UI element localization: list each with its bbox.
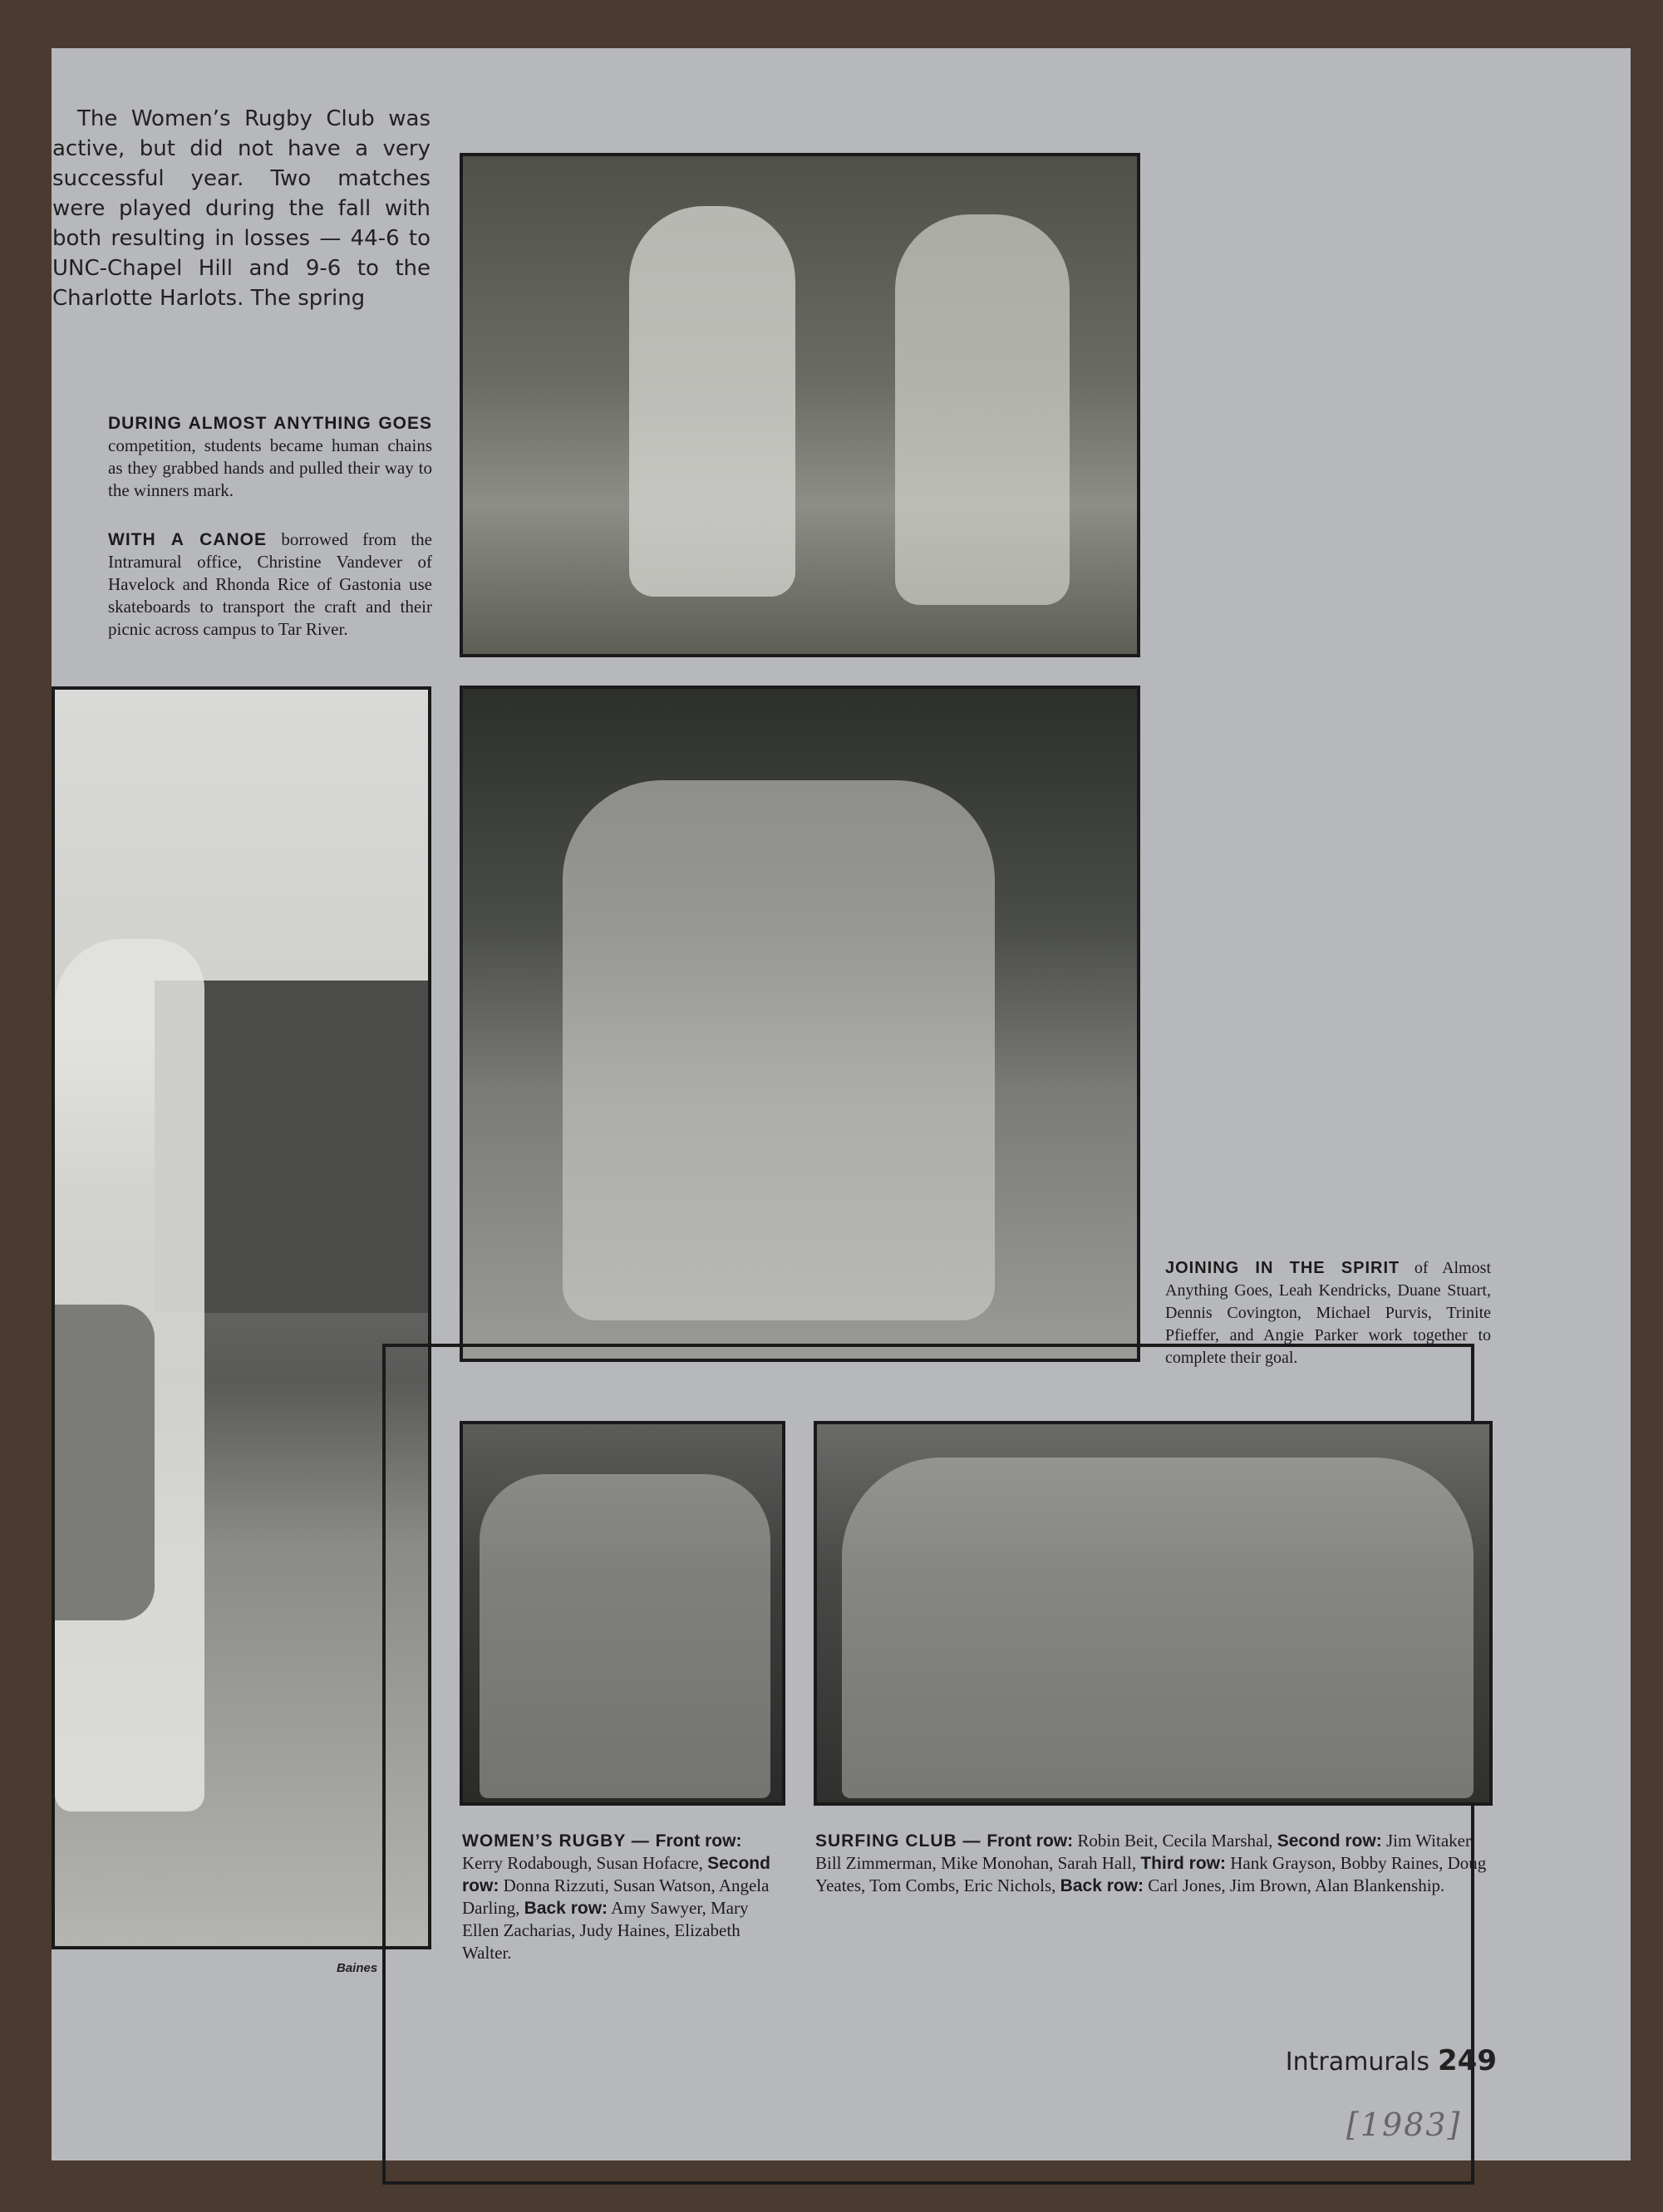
- section-name: Intramurals: [1285, 2047, 1430, 2077]
- photo-canoe: [52, 686, 431, 1949]
- photo-womens-rugby: [460, 1421, 785, 1806]
- photo-canoe-shape: [55, 1305, 155, 1620]
- row-names: Hank Grayson, Bobby Raines, Doug Yeates, Tom Combs, Eric Nichols,: [815, 1853, 1487, 1895]
- photo-surfing-club: [814, 1421, 1493, 1806]
- handwritten-year: [1983]: [1346, 2106, 1462, 2143]
- row-label: Second row:: [1277, 1831, 1382, 1851]
- caption-lead: DURING ALMOST ANYTHING GOES: [108, 414, 432, 433]
- row-names: Donna Rizzuti, Susan Watson, Angela Darling,: [462, 1875, 770, 1918]
- caption-canoe: [108, 528, 432, 641]
- photo-figure-left: [629, 206, 795, 597]
- photo-human-chain: [460, 153, 1140, 657]
- caption-lead: SURFING CLUB —: [815, 1831, 987, 1851]
- caption-text: of Almost Anything Goes, Leah Kendricks, Duane Stuart, Dennis Covington, Michael Purvis, Trinite Pfieffer, and Angie Parker work together to complete their goal.: [1165, 1259, 1492, 1367]
- row-label: Third row:: [1140, 1854, 1227, 1873]
- row-names: Robin Beit, Cecila Marshal,: [1073, 1831, 1277, 1851]
- caption-lead: WOMEN’S RUGBY —: [462, 1831, 656, 1851]
- page-number: 249: [1438, 2044, 1497, 2077]
- photo-team: [842, 1457, 1474, 1798]
- caption-text: competition, students became human chains as they grabbed hands and pulled their way to the winners mark.: [108, 435, 432, 500]
- row-names: Carl Jones, Jim Brown, Alan Blankenship.: [1144, 1875, 1445, 1895]
- photo-figures: [563, 780, 995, 1320]
- page-folio: [1286, 2044, 1497, 2077]
- row-names: Amy Sawyer, Mary Ellen Zacharias, Judy Haines, Elizabeth Walter.: [462, 1898, 749, 1963]
- caption-surfing-club: [815, 1830, 1490, 1897]
- row-label: Back row:: [524, 1899, 608, 1918]
- intro-paragraph: The Women’s Rugby Club was active, but did not have a very successful year. Two matches were played during the fall with both resulting in losses — 44-6 to UNC-Chapel Hill and 9-6 to the Charlotte Harlots. The spring: [52, 106, 431, 311]
- photo-credit: Baines: [337, 1961, 378, 1975]
- row-names: Kerry Rodabough, Susan Hofacre,: [462, 1853, 708, 1873]
- row-label: Back row:: [1060, 1876, 1144, 1895]
- photo-figure-right: [895, 214, 1070, 605]
- caption-lead: JOINING IN THE SPIRIT: [1165, 1259, 1400, 1277]
- caption-lead: WITH A CANOE: [108, 530, 267, 549]
- caption-womens-rugby: [462, 1830, 786, 1964]
- row-label: Second row:: [462, 1854, 770, 1895]
- photo-team: [480, 1474, 770, 1798]
- row-label: Front row:: [986, 1831, 1074, 1851]
- caption-almost-anything: [108, 412, 432, 502]
- row-label: Front row:: [655, 1831, 742, 1851]
- caption-text: borrowed from the Intramural office, Christine Vandever of Havelock and Rhonda Rice of Gastonia use skateboards to transport the craft and their picnic across campus to Tar River.: [108, 529, 433, 639]
- photo-joining-spirit: [460, 686, 1140, 1362]
- row-names: Jim Witaker, Bill Zimmerman, Mike Monohan, Sarah Hall,: [815, 1831, 1475, 1873]
